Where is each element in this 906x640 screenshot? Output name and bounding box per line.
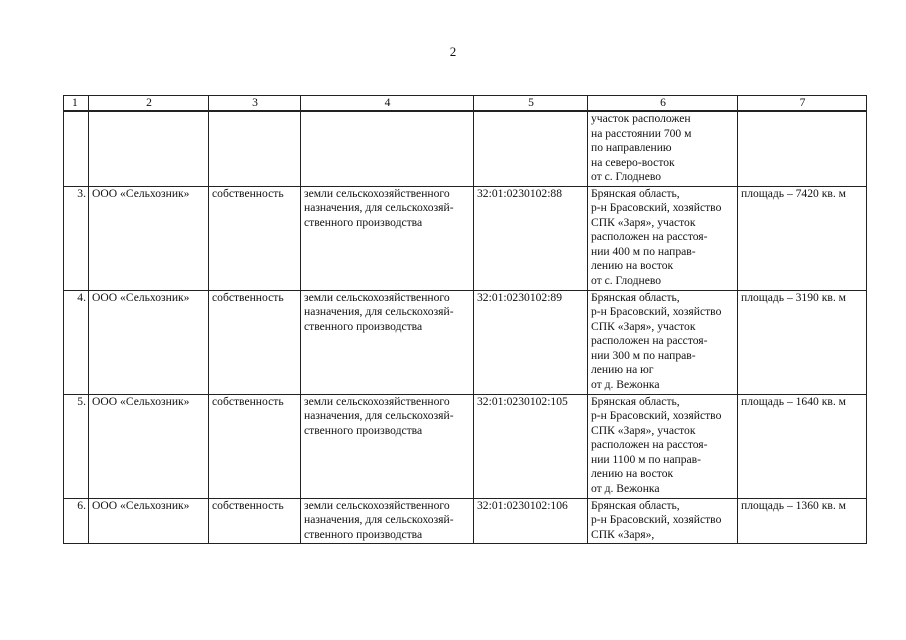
table-row xyxy=(64,394,867,498)
column-header-right: 3 xyxy=(209,96,301,112)
location-cell: Брянская область, р-н Брасовский, хозяйство СПК «Заря», участок расположен на расстоя- нии 1100 м по направ- лению на восток от д. Вежонка xyxy=(588,394,738,498)
table-row xyxy=(64,186,867,290)
owner-cell xyxy=(89,111,209,186)
right-cell: собственность xyxy=(209,394,301,498)
cadastral-cell: 32:01:0230102:88 xyxy=(474,186,588,290)
column-header-location: 6 xyxy=(588,96,738,112)
column-header-owner: 2 xyxy=(89,96,209,112)
category-cell: земли сельскохозяйственного назначения, для сельскохозяй- ственного производства xyxy=(301,290,474,394)
owner-cell: ООО «Сельхозник» xyxy=(89,186,209,290)
column-header-number: 1 xyxy=(64,96,89,112)
row-number: 6. xyxy=(64,498,89,543)
cadastral-cell: 32:01:0230102:89 xyxy=(474,290,588,394)
row-number: 5. xyxy=(64,394,89,498)
location-cell: Брянская область, р-н Брасовский, хозяйство СПК «Заря», xyxy=(588,498,738,543)
cadastral-cell: 32:01:0230102:106 xyxy=(474,498,588,543)
owner-cell: ООО «Сельхозник» xyxy=(89,290,209,394)
category-cell: земли сельскохозяйственного назначения, для сельскохозяй- ственного производства xyxy=(301,186,474,290)
page-number: 2 xyxy=(449,44,457,59)
column-header-area: 7 xyxy=(738,96,867,112)
category-cell: земли сельскохозяйственного назначения, для сельскохозяй- ственного производства xyxy=(301,498,474,543)
column-header-category: 4 xyxy=(301,96,474,112)
location-cell: Брянская область, р-н Брасовский, хозяйство СПК «Заря», участок расположен на расстоя- нии 300 м по направ- лению на юг от д. Вежонка xyxy=(588,290,738,394)
category-cell xyxy=(301,111,474,186)
column-header-cadastral: 5 xyxy=(474,96,588,112)
location-cell: Брянская область, р-н Брасовский, хозяйство СПК «Заря», участок расположен на расстоя- нии 400 м по направ- лению на восток от с. Глоднево xyxy=(588,186,738,290)
owner-cell: ООО «Сельхозник» xyxy=(89,498,209,543)
continuation-row xyxy=(64,111,867,186)
area-cell: площадь – 7420 кв. м xyxy=(738,186,867,290)
cadastral-cell: 32:01:0230102:105 xyxy=(474,394,588,498)
table-row xyxy=(64,498,867,543)
row-number: 3. xyxy=(64,186,89,290)
table-header-row xyxy=(64,96,867,112)
right-cell: собственность xyxy=(209,186,301,290)
cadastral-cell xyxy=(474,111,588,186)
row-number: 4. xyxy=(64,290,89,394)
table-row xyxy=(64,290,867,394)
right-cell: собственность xyxy=(209,498,301,543)
right-cell: собственность xyxy=(209,290,301,394)
location-cell: участок расположен на расстоянии 700 м по направлению на северо-восток от с. Глоднево xyxy=(588,111,738,186)
land-registry-table xyxy=(63,95,867,544)
row-number xyxy=(64,111,89,186)
right-cell xyxy=(209,111,301,186)
area-cell: площадь – 1640 кв. м xyxy=(738,394,867,498)
owner-cell: ООО «Сельхозник» xyxy=(89,394,209,498)
area-cell: площадь – 1360 кв. м xyxy=(738,498,867,543)
area-cell: площадь – 3190 кв. м xyxy=(738,290,867,394)
category-cell: земли сельскохозяйственного назначения, для сельскохозяй- ственного производства xyxy=(301,394,474,498)
area-cell xyxy=(738,111,867,186)
